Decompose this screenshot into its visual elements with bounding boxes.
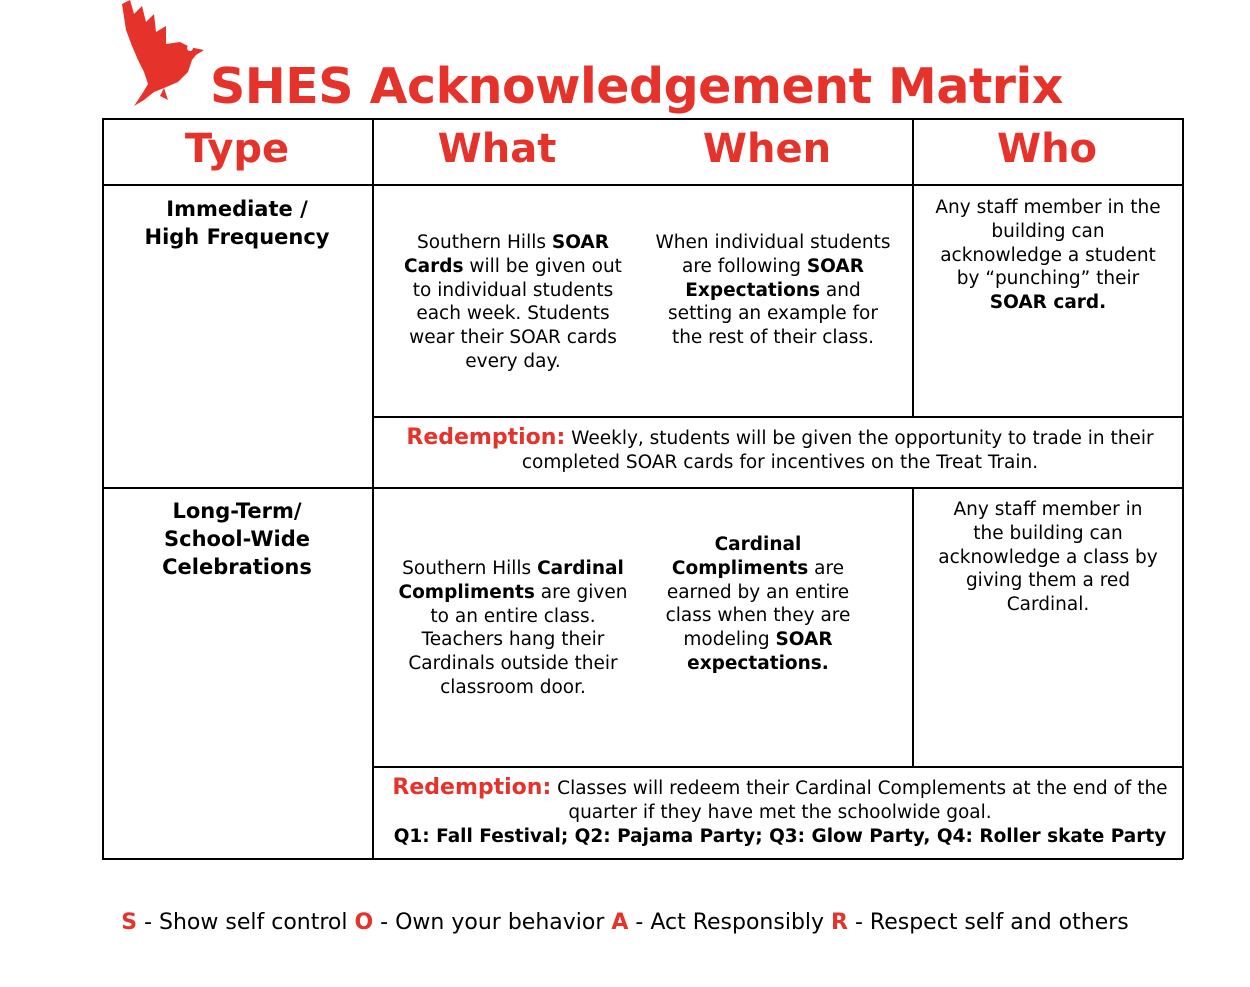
row2-type-line3: Celebrations — [162, 555, 312, 579]
header-type: Type — [184, 126, 290, 172]
row1-redemption-divider — [372, 416, 1183, 418]
border-top — [102, 118, 1183, 120]
header-divider — [102, 184, 1183, 186]
header-who: Who — [996, 126, 1098, 172]
row2-type — [102, 497, 372, 581]
footer-text-s: - Show self control — [137, 910, 355, 935]
row1-what-bold: SOAR Cards — [404, 232, 609, 277]
row1-what-text-a: Southern Hills — [416, 232, 552, 253]
row1-when-text-b: and setting an example for the rest of their class. — [668, 279, 878, 349]
row1-what-text-b: will be given out to individual students each week. Students wear their SOAR cards every day. — [409, 255, 622, 372]
acknowledgement-matrix — [102, 118, 1183, 859]
row2-what-bold: Cardinal Compliments — [398, 558, 624, 603]
footer-text-a: - Act Responsibly — [628, 910, 832, 935]
row2-when — [652, 533, 864, 676]
row1-what — [397, 231, 629, 374]
footer-letter-a: A — [611, 910, 629, 935]
border-bottom — [102, 858, 1183, 860]
row1-when — [652, 231, 894, 350]
row1-who-bold: SOAR card. — [989, 292, 1107, 314]
row1-when-text-a: When individual students are following — [655, 232, 891, 277]
row1-who-text: Any staff member in the building can acknowledge a student by “punching” their — [935, 197, 1161, 290]
row2-type-line1: Long-Term/ — [172, 499, 302, 523]
row2-when-text: are earned by an entire class when they are modeling — [665, 557, 851, 651]
type-column-divider — [372, 118, 374, 859]
footer-text-r: - Respect self and others — [848, 910, 1129, 935]
row2-what-text-a: Southern Hills — [402, 558, 538, 579]
footer-letter-s: S — [121, 910, 138, 935]
footer-letter-o: O — [354, 910, 374, 935]
footer-text-o: - Own your behavior — [373, 910, 612, 935]
border-right — [1182, 118, 1184, 859]
row2-redemption-prizes: Q1: Fall Festival; Q2: Pajama Party; Q3: Glow Party, Q4: Roller skate Party — [393, 826, 1167, 847]
row1-type-line1: Immediate / — [166, 197, 308, 221]
row2-redemption — [387, 776, 1173, 849]
who-column-divider-row1 — [912, 184, 914, 416]
row2-redemption-divider — [372, 766, 1183, 768]
page-title: SHES Acknowledgement Matrix — [210, 58, 1063, 115]
row-separator — [102, 487, 1183, 489]
row2-when-bold-b: SOAR expectations. — [687, 629, 833, 674]
soar-footer — [0, 910, 1250, 935]
row2-when-bold-a: Cardinal Compliments — [671, 534, 809, 579]
row1-redemption — [392, 426, 1168, 475]
row1-redemption-text: Weekly, students will be given the opportunity to trade in their completed SOAR cards for incentives on the Treat Train. — [521, 428, 1154, 473]
footer-letter-r: R — [831, 910, 848, 935]
who-column-divider-row2 — [912, 487, 914, 766]
row2-type-line2: School-Wide — [164, 527, 310, 551]
row1-when-bold: SOAR Expectations — [685, 255, 864, 301]
row1-type — [102, 195, 372, 251]
row1-redemption-label: Redemption: — [406, 425, 566, 450]
cardinal-bird-icon — [116, 0, 208, 108]
row2-redemption-text: Classes will redeem their Cardinal Complements at the end of the quarter if they have met the schoolwide goal. — [551, 778, 1168, 823]
row2-who: Any staff member in the building can acknowledge a class by giving them a red Cardinal. — [938, 499, 1158, 616]
row2-what-text-b: are given to an entire class. Teachers hang their Cardinals outside their classroom door. — [408, 581, 628, 698]
row1-who — [932, 196, 1164, 315]
header-what: What — [437, 126, 557, 172]
row1-type-line2: High Frequency — [144, 225, 330, 249]
header-when: When — [702, 126, 832, 172]
row2-what — [392, 557, 634, 700]
row2-redemption-label: Redemption: — [392, 775, 552, 800]
